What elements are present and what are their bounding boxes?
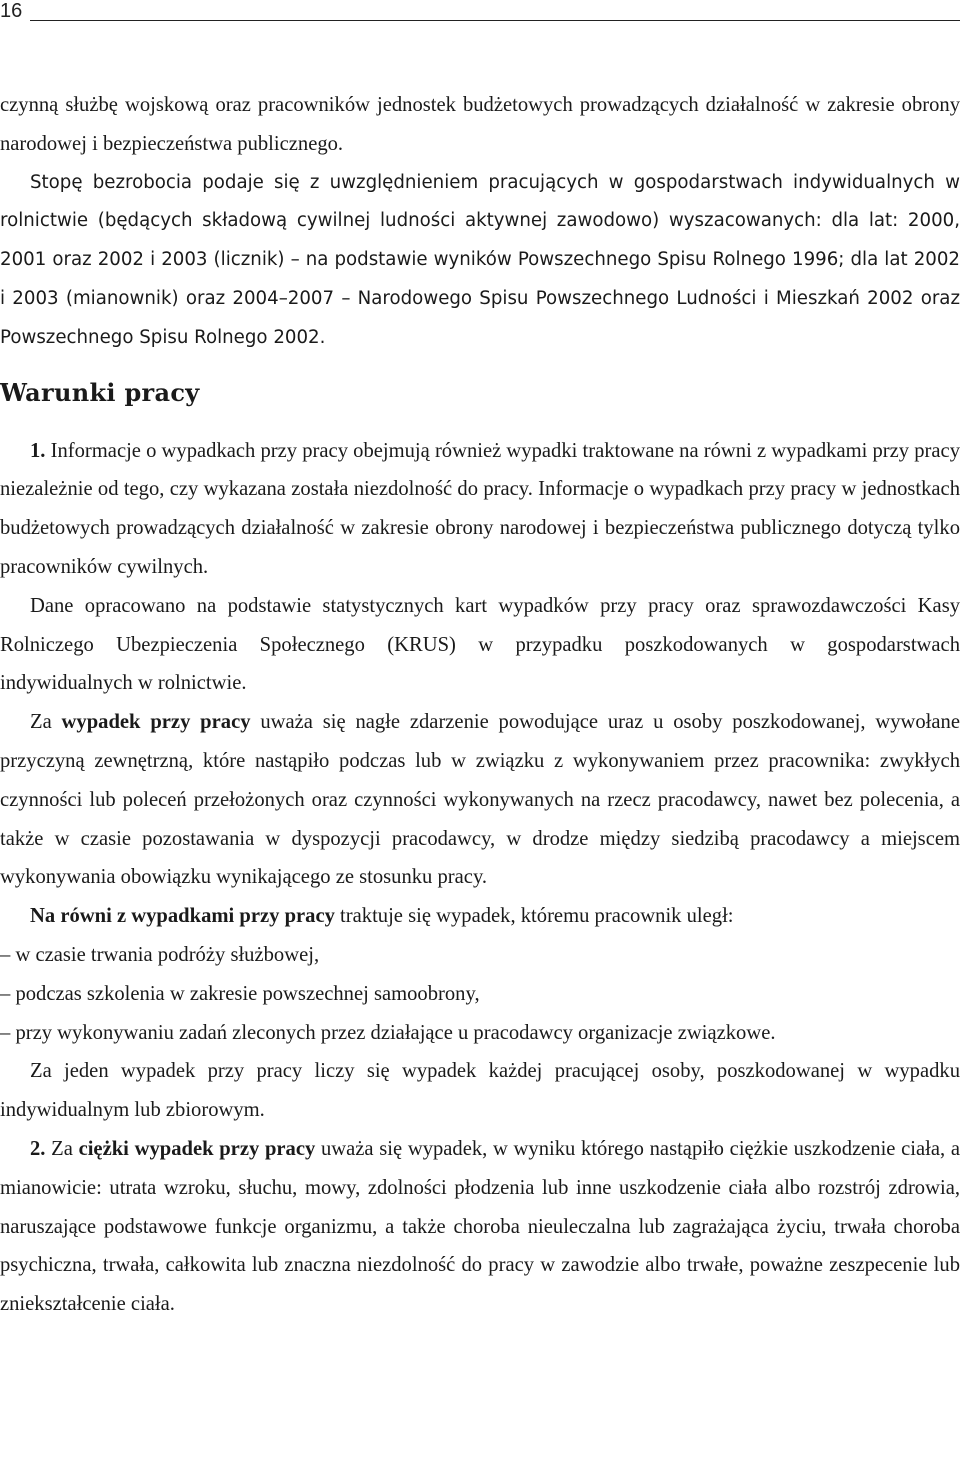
paragraph-text: Za xyxy=(30,711,62,734)
paragraph-text: traktuje się wypadek, któremu pracownik uległ: xyxy=(334,905,734,928)
paragraph-number: 2. xyxy=(30,1137,46,1160)
header-rule xyxy=(30,20,960,21)
paragraph-text: Za xyxy=(45,1137,79,1160)
list-item: – w czasie trwania podróży służbowej, xyxy=(0,943,320,966)
defined-term: ciężki wypadek przy pracy xyxy=(78,1137,316,1160)
paragraph-text: uważa się nagłe zdarzenie powodujące uraz u osoby poszkodowanej, wywołane przyczyną zewnętrzną, które nastąpiło podczas lub w związku z wykonywaniem przez pracownika: zwykłych czynności lub poleceń przełożonych oraz czynności wykonywanych na rzecz pracodawcy, nawet bez polecenia, a także w czasie pozostawania w dyspozycji pracodawcy, w drodze między siedzibą pracodawcy a miejscem wykonywania obowiązku wynikającego ze stosunku pracy. xyxy=(0,711,960,889)
paragraph-serious-accident xyxy=(0,1130,960,1324)
paragraph-military-staff: czynną służbę wojskową oraz pracowników jednostek budżetowych prowadzących działalność w zakresie obrony narodowej i bezpieczeństwa publicznego. xyxy=(0,94,960,155)
list-item: – podczas szkolenia w zakresie powszechnej samoobrony, xyxy=(0,982,480,1005)
paragraph-text: uważa się wypadek, w wyniku którego nastąpiło ciężkie uszkodzenie ciała, a mianowicie: utrata wzroku, słuchu, mowy, zdolności płodzenia lub inne uszkodzenie ciała albo rozstrój zdrowia, naruszające podstawowe funkcje organizmu, a także choroba nieuleczalna lub zagrażająca życiu, trwała choroba psychiczna, trwała, całkowita lub znaczna niezdolność do pracy w zawodzie albo trwałe, poważne zeszpecenie lub zniekształcenie ciała. xyxy=(0,1137,960,1316)
paragraph-counting-rule: Za jeden wypadek przy pracy liczy się wypadek każdej pracującej osoby, poszkodowanej w wypadku indywidualnym lub zbiorowym. xyxy=(0,1060,960,1122)
page-number: 16 xyxy=(0,0,23,22)
paragraph-data-sources: Dane opracowano na podstawie statystycznych kart wypadków przy pracy oraz sprawozdawczości Kasy Rolniczego Ubezpieczenia Społecznego (KRUS) w przypadku poszkodowanych w gospodarstwach indywidualnych w rolnictwie. xyxy=(0,594,960,695)
defined-term: wypadek przy pracy xyxy=(61,711,251,734)
document-body xyxy=(0,86,960,1324)
paragraph-text: Informacje o wypadkach przy pracy obejmują również wypadki traktowane na równi z wypadkami przy pracy niezależnie od tego, czy wykazana została niezdolność do pracy. Informacje o wypadkach przy pracy w jednostkach budżetowych prowadzących działalność w zakresie obrony narodowej i bezpieczeństwa publicznego dotyczą tylko pracowników cywilnych. xyxy=(0,439,960,578)
section-title: Warunki pracy xyxy=(0,377,200,407)
paragraph-unemployment-rate: Stopę bezrobocia podaje się z uwzględnieniem pracujących w gospodarstwach indywidualnych w rolnictwie (będących składową cywilnej ludności aktywnej zawodowo) wyszacowanych: dla lat: 2000, 2001 oraz 2002 i 2003 (licznik) – na podstawie wyników Powszechnego Spisu Rolnego 1996; dla lat 2002 i 2003 (mianownik) oraz 2004–2007 – Narodowego Spisu Powszechnego Ludności i Mieszkań 2002 oraz Powszechnego Spisu Rolnego 2002. xyxy=(0,171,960,348)
defined-term: Na równi z wypadkami przy pracy xyxy=(30,905,335,928)
list-item: – przy wykonywaniu zadań zleconych przez działające u pracodawcy organizacje związkowe. xyxy=(0,1021,776,1044)
paragraph-equivalent-accidents xyxy=(0,897,960,936)
paragraph-number: 1. xyxy=(30,439,46,462)
paragraph-accident-info xyxy=(0,432,960,587)
paragraph-accident-definition xyxy=(0,703,960,897)
